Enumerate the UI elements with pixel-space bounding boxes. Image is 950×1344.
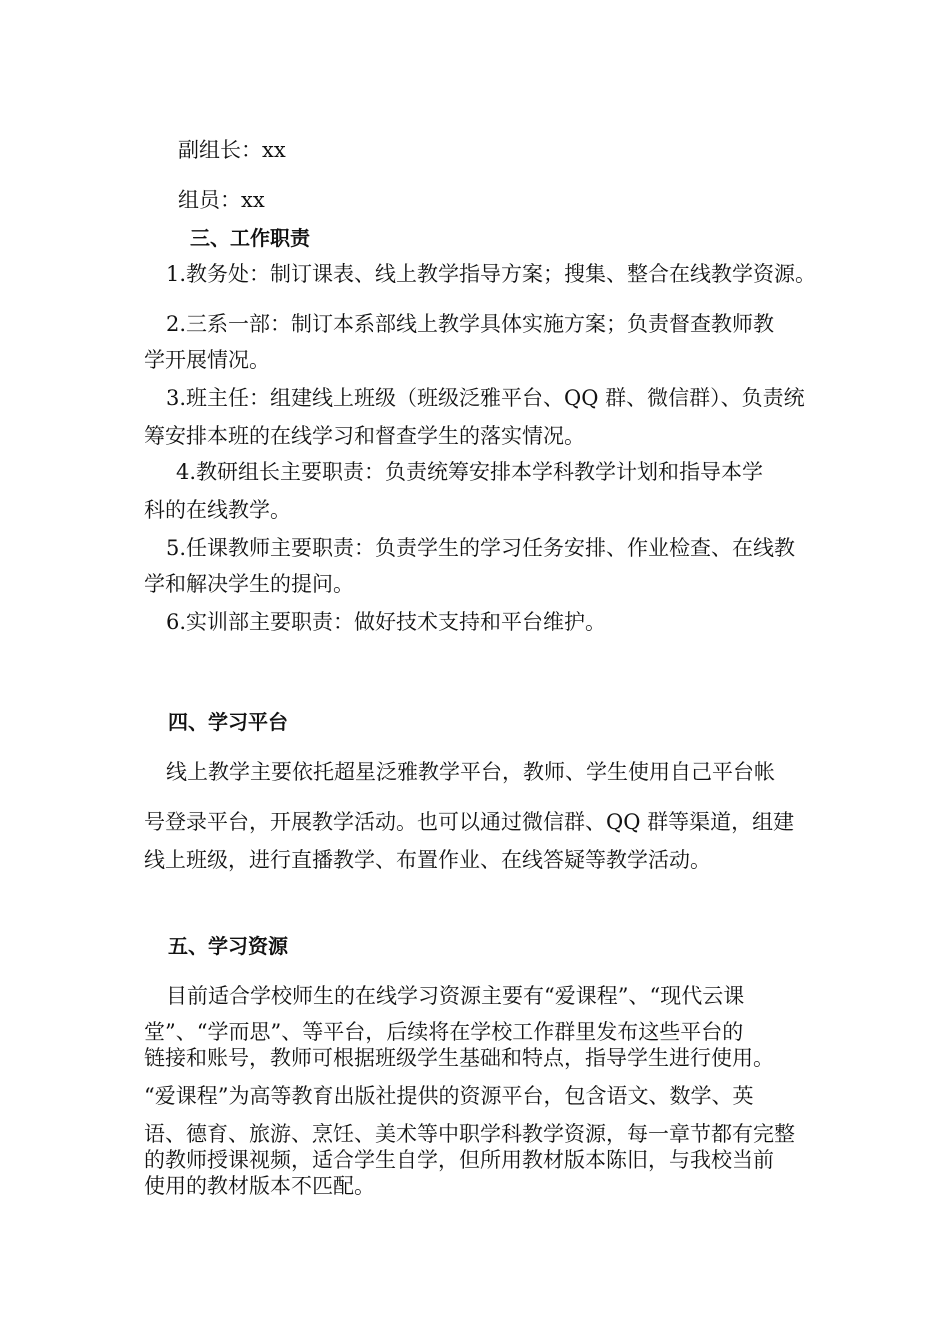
- duty-item-4: 4.教研组长主要职责：负责统筹安排本学科教学计划和指导本学: [176, 460, 764, 484]
- duty-item-2: 2.三系一部：制订本系部线上教学具体实施方案；负责督查教师教: [166, 312, 775, 336]
- resources-line-6: 的教师授课视频，适合学生自学，但所用教材版本陈旧，与我校当前: [144, 1148, 774, 1172]
- section-5-heading: 五、学习资源: [168, 934, 288, 958]
- platform-line-2: 号登录平台，开展教学活动。也可以通过微信群、QQ 群等渠道，组建: [144, 810, 795, 834]
- resources-line-7: 使用的教材版本不匹配。: [144, 1174, 375, 1198]
- resources-line-1: 目前适合学校师生的在线学习资源主要有“爱课程”、“现代云课: [166, 984, 745, 1008]
- platform-line-3: 线上班级，进行直播教学、布置作业、在线答疑等教学活动。: [144, 848, 711, 872]
- duty-item-5-cont: 学和解决学生的提问。: [144, 572, 354, 596]
- platform-line-1: 线上教学主要依托超星泛雅教学平台，教师、学生使用自己平台帐: [166, 760, 775, 784]
- resources-line-3: 链接和账号，教师可根据班级学生基础和特点，指导学生进行使用。: [144, 1046, 774, 1070]
- duty-item-5: 5.任课教师主要职责：负责学生的学习任务安排、作业检查、在线教: [166, 536, 796, 560]
- resources-line-4: “爱课程”为高等教育出版社提供的资源平台，包含语文、数学、英: [144, 1084, 754, 1108]
- duty-item-3: 3.班主任：组建线上班级（班级泛雅平台、QQ 群、微信群）、负责统: [166, 386, 805, 410]
- duty-item-2-cont: 学开展情况。: [144, 348, 270, 372]
- duty-item-1: 1.教务处：制订课表、线上教学指导方案；搜集、整合在线教学资源。: [166, 262, 817, 286]
- duty-item-6: 6.实训部主要职责：做好技术支持和平台维护。: [166, 610, 607, 634]
- resources-line-5: 语、德育、旅游、烹饪、美术等中职学科教学资源，每一章节都有完整: [144, 1122, 795, 1146]
- duty-item-4-cont: 科的在线教学。: [144, 498, 291, 522]
- section-4-heading: 四、学习平台: [168, 710, 288, 734]
- duty-item-3-cont: 筹安排本班的在线学习和督查学生的落实情况。: [144, 424, 585, 448]
- deputy-leader-line: 副组长：xx: [178, 138, 286, 162]
- resources-line-2: 堂”、“学而思”、等平台，后续将在学校工作群里发布这些平台的: [144, 1020, 744, 1044]
- members-line: 组员：xx: [178, 188, 265, 212]
- section-3-heading: 三、工作职责: [190, 226, 310, 250]
